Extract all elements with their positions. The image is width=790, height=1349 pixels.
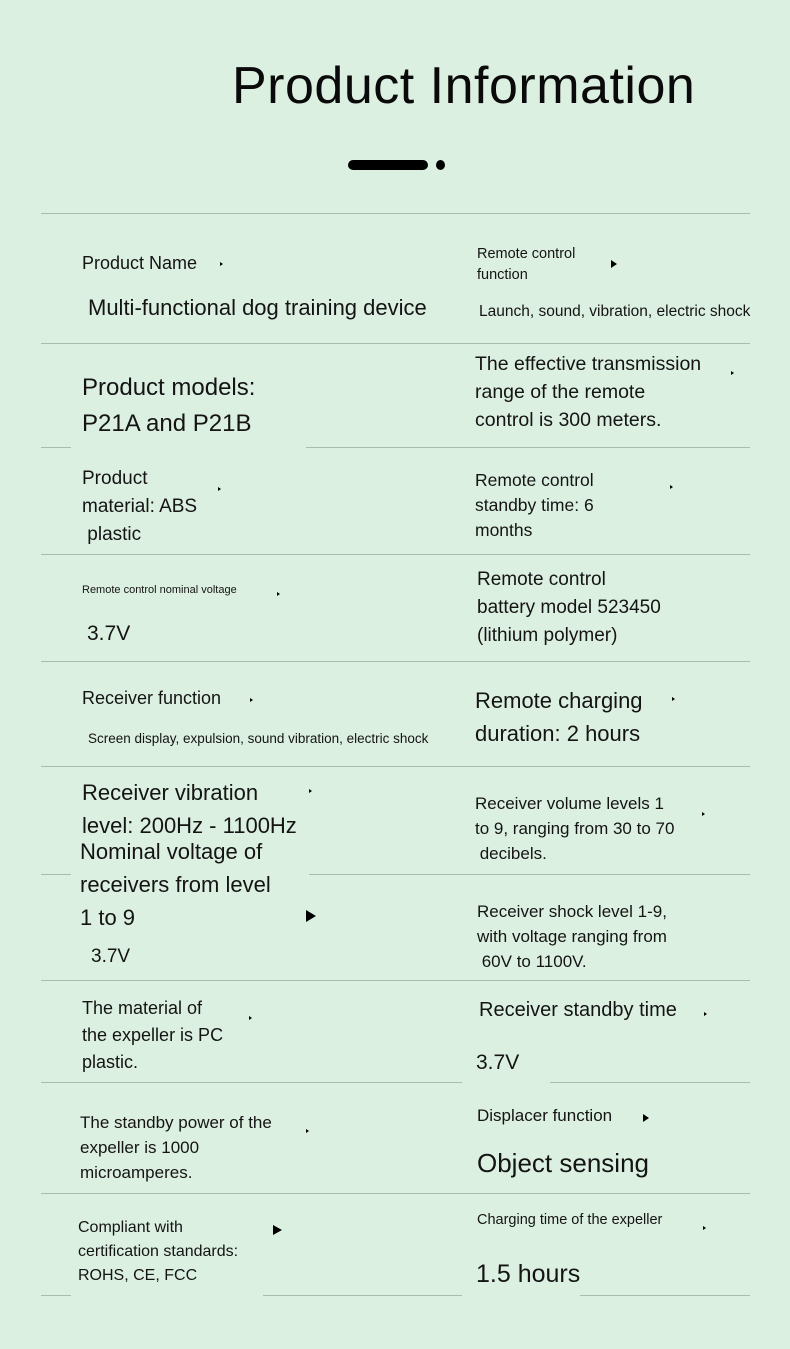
remote-function-value: Launch, sound, vibration, electric shock bbox=[479, 303, 751, 320]
receiver-shock-level: Receiver shock level 1-9, with voltage ranging from 60V to 1100V. bbox=[477, 902, 667, 971]
expeller-material: The material of the expeller is PC plastic. bbox=[82, 998, 224, 1072]
divider bbox=[41, 874, 71, 875]
nominal-voltage-value: 3.7V bbox=[91, 946, 131, 967]
receiver-function-value: Screen display, expulsion, sound vibration, electric shock bbox=[88, 731, 429, 746]
arrow-icon bbox=[611, 260, 617, 268]
arrow-icon bbox=[218, 487, 221, 491]
arrow-icon bbox=[704, 1012, 707, 1016]
title-underline-dot bbox=[436, 160, 445, 170]
product-name-label: Product Name bbox=[82, 253, 198, 273]
divider bbox=[41, 1082, 462, 1083]
remote-voltage-label: Remote control nominal voltage bbox=[82, 584, 237, 596]
arrow-icon bbox=[703, 1226, 706, 1230]
displacer-function-value: Object sensing bbox=[477, 1148, 649, 1178]
receiver-function-label: Receiver function bbox=[82, 688, 222, 708]
nominal-voltage-receivers: Nominal voltage of receivers from level 1 to 9 bbox=[80, 839, 271, 930]
divider bbox=[263, 1295, 462, 1296]
displacer-function-label: Displacer function bbox=[477, 1106, 613, 1125]
battery-model: Remote control battery model 523450 (lithium polymer) bbox=[477, 569, 661, 646]
divider bbox=[309, 874, 750, 875]
divider bbox=[580, 1295, 750, 1296]
charging-expeller-label: Charging time of the expeller bbox=[477, 1212, 663, 1228]
certification-standards: Compliant with certification standards: ROHS, CE, FCC bbox=[78, 1219, 239, 1284]
divider bbox=[41, 766, 750, 767]
arrow-icon bbox=[220, 262, 223, 266]
arrow-icon bbox=[306, 910, 316, 922]
receiver-volume-levels: Receiver volume levels 1 to 9, ranging from 30 to 70 decibels. bbox=[475, 794, 675, 863]
arrow-icon bbox=[249, 1016, 252, 1020]
divider bbox=[550, 1082, 750, 1083]
divider bbox=[306, 447, 750, 448]
divider bbox=[41, 554, 750, 555]
arrow-icon bbox=[702, 812, 705, 816]
receiver-standby-value: 3.7V bbox=[476, 1051, 520, 1074]
arrow-icon bbox=[731, 371, 734, 375]
arrow-icon bbox=[670, 485, 673, 489]
divider bbox=[41, 213, 750, 214]
remote-standby-time: Remote control standby time: 6 months bbox=[475, 470, 594, 540]
divider bbox=[41, 661, 750, 662]
arrow-icon bbox=[643, 1114, 649, 1122]
divider bbox=[41, 1193, 750, 1194]
arrow-icon bbox=[672, 697, 675, 701]
title-underline-bar bbox=[348, 160, 428, 170]
receiver-vibration-level: Receiver vibration level: 200Hz - 1100Hz bbox=[82, 780, 297, 838]
remote-charging-duration: Remote charging duration: 2 hours bbox=[475, 688, 643, 746]
divider bbox=[41, 447, 71, 448]
product-models: Product models: P21A and P21B bbox=[82, 374, 256, 437]
arrow-icon bbox=[306, 1129, 309, 1133]
arrow-icon bbox=[273, 1225, 282, 1235]
page-title: Product Information bbox=[232, 57, 696, 115]
remote-function-label: Remote control function bbox=[477, 246, 576, 283]
arrow-icon bbox=[277, 592, 280, 596]
remote-voltage-value: 3.7V bbox=[87, 622, 131, 645]
product-name-value: Multi-functional dog training device bbox=[88, 295, 427, 320]
divider bbox=[41, 343, 750, 344]
product-material: Product material: ABS plastic bbox=[82, 468, 198, 545]
receiver-standby-label: Receiver standby time bbox=[479, 999, 677, 1021]
transmission-range: The effective transmission range of the remote control is 300 meters. bbox=[475, 353, 702, 431]
expeller-standby-power: The standby power of the expeller is 1000 microamperes. bbox=[80, 1113, 272, 1182]
divider bbox=[41, 1295, 71, 1296]
divider bbox=[41, 980, 750, 981]
charging-expeller-value: 1.5 hours bbox=[476, 1260, 581, 1288]
arrow-icon bbox=[250, 698, 253, 702]
arrow-icon bbox=[309, 789, 312, 793]
